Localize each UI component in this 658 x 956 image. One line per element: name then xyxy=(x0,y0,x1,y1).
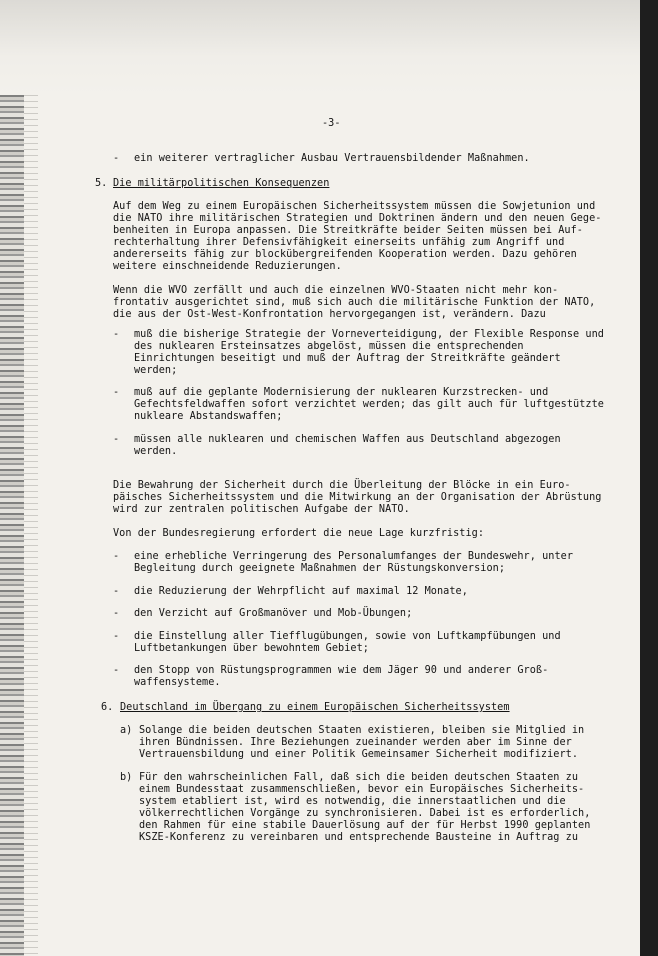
bullet-dash: - xyxy=(113,665,120,676)
s5-para3-line: päisches Sicherheitssystem und die Mitwirkung an der Organisation der Abrüstung xyxy=(113,492,602,503)
s6-item-line: KSZE-Konferenz zu vereinbaren und entsprechende Bausteine in Auftrag zu xyxy=(139,832,579,843)
page-number: -3- xyxy=(322,118,341,129)
s5-bullet-line: nukleare Abstandswaffen; xyxy=(134,411,283,422)
s5-para1-line: Auf dem Weg zu einem Europäischen Sicherheitssystem müssen die Sowjetunion und xyxy=(113,201,596,212)
s5-bullet2-line: eine erhebliche Verringerung des Personalumfanges der Bundeswehr, unter xyxy=(134,551,574,562)
s6-item-label: a) xyxy=(120,725,133,736)
s6-item-line: einem Bundesstaat zusammenschließen, bevor ein Europäisches Sicherheits- xyxy=(139,784,585,795)
s5-para1-line: die NATO ihre militärischen Strategien und Doktrinen ändern und den neuen Gege- xyxy=(113,213,602,224)
s6-item-line: Vertrauensbildung und einer Politik Gemeinsamer Sicherheit modifiziert. xyxy=(139,749,579,760)
s5-bullet-line: muß die bisherige Strategie der Vorneverteidigung, der Flexible Response und xyxy=(134,329,604,340)
s5-bullet2-line: den Verzicht auf Großmanöver und Mob-Übungen; xyxy=(134,608,413,619)
s5-bullet-line: muß auf die geplante Modernisierung der nuklearen Kurzstrecken- und xyxy=(134,387,549,398)
binding-edge xyxy=(0,95,24,956)
s5-bullet2-line: die Einstellung aller Tiefflugübungen, sowie von Luftkampfübungen und xyxy=(134,631,561,642)
s5-bullet2-line: die Reduzierung der Wehrpflicht auf maximal 12 Monate, xyxy=(134,586,468,597)
s5-para2-line: frontativ ausgerichtet sind, muß sich auch die militärische Funktion der NATO, xyxy=(113,297,596,308)
s5-para1-line: andererseits fähig zur blockübergreifenden Kooperation werden. Dazu gehören xyxy=(113,249,577,260)
s5-bullet-line: Einrichtungen beseitigt und muß der Auftrag der Streitkräfte geändert xyxy=(134,353,561,364)
bullet-dash: - xyxy=(113,608,120,619)
section5-number: 5. xyxy=(95,178,108,189)
s5-para2-line: Wenn die WVO zerfällt und auch die einzelnen WVO-Staaten nicht mehr kon- xyxy=(113,285,559,296)
s6-item-label: b) xyxy=(120,772,133,783)
binding-edge-inner xyxy=(24,95,38,956)
s6-item-line: völkerrechtlichen Vorgänge zu synchronisieren. Dabei ist es erforderlich, xyxy=(139,808,591,819)
bullet-dash: - xyxy=(113,153,120,164)
s5-para1-line: rechterhaltung ihrer Defensivfähigkeit einerseits unfähig zum Angriff und xyxy=(113,237,565,248)
bullet-dash: - xyxy=(113,434,120,445)
bullet-dash: - xyxy=(113,631,120,642)
s5-para1-line: benheiten in Europa anpassen. Die Streitkräfte beider Seiten müssen bei Auf- xyxy=(113,225,583,236)
scan-background-edge xyxy=(640,0,658,956)
s5-bullet-line: müssen alle nuklearen und chemischen Waffen aus Deutschland abgezogen xyxy=(134,434,561,445)
section6-heading: Deutschland im Übergang zu einem Europäischen Sicherheitssystem xyxy=(120,702,510,713)
bullet-dash: - xyxy=(113,551,120,562)
s5-para1-line: weitere einschneidende Reduzierungen. xyxy=(113,261,342,272)
s5-para4: Von der Bundesregierung erfordert die neue Lage kurzfristig: xyxy=(113,528,485,539)
s5-bullet2-line: waffensysteme. xyxy=(134,677,221,688)
scan-shadow-top xyxy=(0,0,640,95)
s5-bullet2-line: Begleitung durch geeignete Maßnahmen der Rüstungskonversion; xyxy=(134,563,506,574)
s5-bullet2-line: Luftbetankungen über bewohntem Gebiet; xyxy=(134,643,369,654)
s5-para3-line: Die Bewahrung der Sicherheit durch die Überleitung der Blöcke in ein Euro- xyxy=(113,480,571,491)
s5-bullet-line: Gefechtsfeldwaffen sofort verzichtet werden; das gilt auch für luftgestützte xyxy=(134,399,604,410)
s5-para2-line: die aus der Ost-West-Konfrontation hervorgegangen ist, verändern. Dazu xyxy=(113,309,546,320)
s5-bullet2-line: den Stopp von Rüstungsprogrammen wie dem Jäger 90 und anderer Groß- xyxy=(134,665,549,676)
intro-bullet: ein weiterer vertraglicher Ausbau Vertrauensbildender Maßnahmen. xyxy=(134,153,530,164)
s5-para3-line: wird zur zentralen politischen Aufgabe der NATO. xyxy=(113,504,410,515)
s5-bullet-line: werden. xyxy=(134,446,178,457)
bullet-dash: - xyxy=(113,586,120,597)
s6-item-line: ihren Bündnissen. Ihre Beziehungen zueinander werden aber im Sinne der xyxy=(139,737,572,748)
section5-heading: Die militärpolitischen Konsequenzen xyxy=(113,178,330,189)
s6-item-line: Solange die beiden deutschen Staaten existieren, bleiben sie Mitglied in xyxy=(139,725,585,736)
section6-number: 6. xyxy=(101,702,114,713)
bullet-dash: - xyxy=(113,329,120,340)
s5-bullet-line: werden; xyxy=(134,365,178,376)
s6-item-line: den Rahmen für eine stabile Dauerlösung auf der für Herbst 1990 geplanten xyxy=(139,820,591,831)
s6-item-line: Für den wahrscheinlichen Fall, daß sich die beiden deutschen Staaten zu xyxy=(139,772,579,783)
s6-item-line: system etabliert ist, wird es notwendig, die innerstaatlichen und die xyxy=(139,796,566,807)
s5-bullet-line: des nuklearen Ersteinsatzes abgelöst, müssen die entsprechenden xyxy=(134,341,524,352)
bullet-dash: - xyxy=(113,387,120,398)
